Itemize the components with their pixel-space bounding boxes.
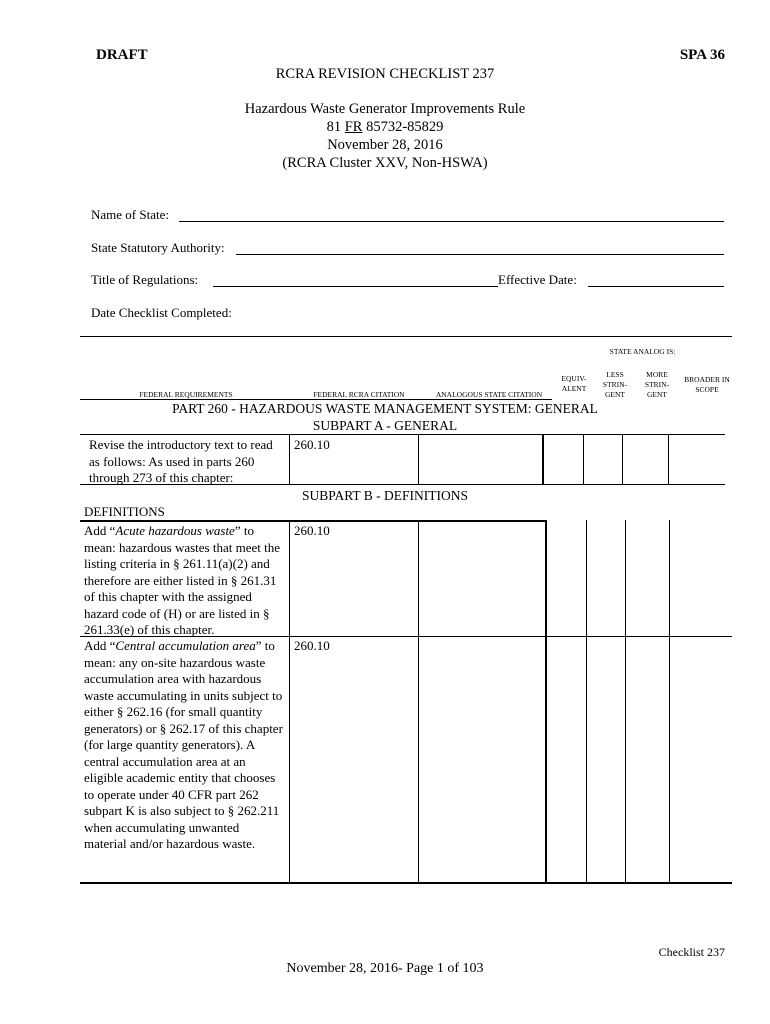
analogous-citation-heading: ANALOGOUS STATE CITATION	[435, 390, 543, 399]
row2-bottom-rule	[80, 636, 732, 637]
row2-top-rule	[80, 520, 545, 522]
definitions-heading: DEFINITIONS	[84, 504, 165, 519]
fr-abbrev: FR	[344, 119, 363, 135]
regulations-title-label: Title of Regulations:	[91, 272, 199, 287]
table-top-rule	[80, 336, 732, 337]
more-stringent-heading: MORE STRIN-GENT	[644, 370, 670, 399]
central-rest: ” to mean: any on-site hazardous waste accumulation area with hazardous waste accumulating in units subject to either § 262.16 (for small quantity generators) or § 262.17 of this chapter (for large quantity generators). A central accumulation area at an eligible academic entity that chooses to operate under 40 CFR part 262 subpart K is also subject to § 262.211 when accumulating unwanted material and/or hazardous waste.	[84, 638, 283, 851]
subpart-b-heading: SUBPART B - DEFINITIONS	[301, 488, 469, 503]
checklist-number-footer: Checklist 237	[658, 945, 725, 959]
acute-rest: ” to mean: hazardous wastes that meet the listing criteria in § 261.11(a)(2) and therefore are either listed in § 261.31 of this chapter with the assigned hazard code of (H) or are listed in § 261.33(e) of this chapter.	[84, 523, 281, 637]
statutory-authority-label: State Statutory Authority:	[91, 240, 225, 255]
rows-divider	[586, 520, 587, 882]
central-accumulation-area-definition	[84, 638, 285, 853]
effective-date-label: Effective Date:	[498, 272, 577, 287]
rows-divider	[625, 520, 626, 882]
rows-divider	[545, 520, 547, 882]
header-bottom-rule	[80, 399, 552, 400]
less-stringent-heading: LESS STRIN-GENT	[602, 370, 628, 399]
row1-divider	[542, 434, 544, 484]
subpart-a-heading: SUBPART A - GENERAL	[312, 418, 458, 433]
date-completed-label: Date Checklist Completed:	[91, 305, 232, 320]
acute-hazardous-waste-definition	[84, 523, 285, 639]
row3-bottom-rule	[80, 882, 732, 884]
checklist-title: RCRA REVISION CHECKLIST 237	[275, 66, 495, 82]
effective-date-field[interactable]	[588, 286, 724, 287]
row1-divider	[418, 434, 419, 484]
row1-divider	[289, 434, 290, 484]
fr-pages: 85732-85829	[362, 119, 444, 135]
row1-divider	[668, 434, 669, 484]
rule-date: November 28, 2016	[327, 137, 443, 153]
rcra-cluster: (RCRA Cluster XXV, Non-HSWA)	[282, 155, 488, 171]
state-name-label: Name of State:	[91, 207, 169, 222]
fr-prefix: 81	[326, 119, 345, 135]
acute-citation: 260.10	[294, 523, 330, 538]
central-citation: 260.10	[294, 638, 330, 653]
central-prefix: Add “	[84, 638, 116, 653]
part-260-heading: PART 260 - HAZARDOUS WASTE MANAGEMENT SYSTEM: GENERAL	[172, 401, 598, 416]
federal-citation-heading: FEDERAL RCRA CITATION	[313, 390, 405, 399]
acute-term: Acute hazardous waste	[115, 523, 235, 538]
row1-divider	[583, 434, 584, 484]
federal-requirements-heading: FEDERAL REQUIREMENTS	[139, 390, 233, 399]
rows-divider	[289, 520, 290, 882]
draft-label: DRAFT	[96, 47, 148, 63]
statutory-authority-field[interactable]	[236, 254, 724, 255]
state-name-field[interactable]	[179, 221, 724, 222]
equivalent-heading: EQUIV-ALENT	[561, 374, 587, 393]
state-analog-heading: STATE ANALOG IS:	[609, 347, 676, 356]
row1-top-rule	[80, 434, 725, 435]
row1-divider	[622, 434, 623, 484]
intro-citation: 260.10	[294, 437, 330, 452]
acute-prefix: Add “	[84, 523, 116, 538]
spa-label: SPA 36	[679, 47, 725, 63]
rows-divider	[669, 520, 670, 882]
federal-register-citation	[0, 119, 770, 136]
broader-in-scope-heading: BROADER IN SCOPE	[684, 375, 730, 394]
rule-name: Hazardous Waste Generator Improvements Rule	[244, 101, 526, 117]
central-term: Central accumulation area	[115, 638, 256, 653]
intro-requirement-text: Revise the introductory text to read as follows: As used in parts 260 through 273 of this chapter:	[89, 437, 273, 485]
regulations-title-field[interactable]	[213, 286, 498, 287]
rows-divider	[418, 520, 419, 882]
row1-bottom-rule	[80, 484, 725, 485]
page-footer: November 28, 2016- Page 1 of 103	[286, 961, 484, 976]
